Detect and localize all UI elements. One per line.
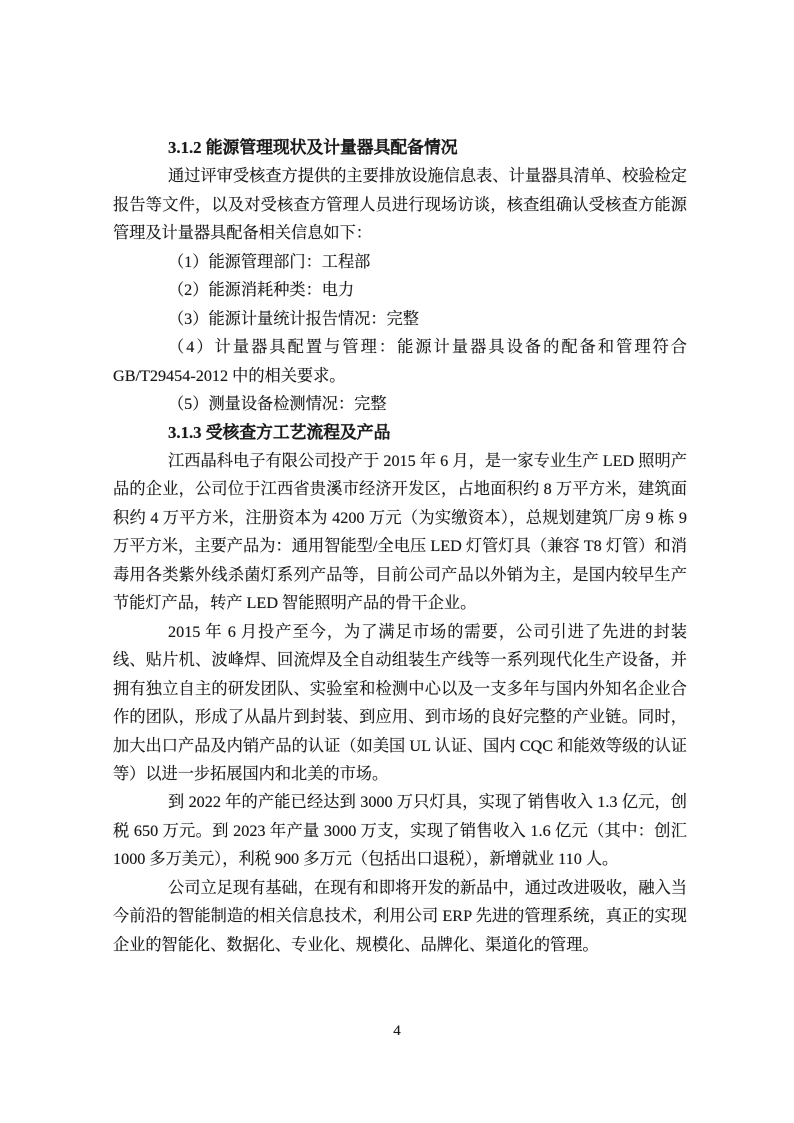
list-item-energy-dept: （1）能源管理部门：工程部 [168,252,371,271]
section-heading-3-1-3: 3.1.3 受核查方工艺流程及产品 [168,422,391,442]
page-number: 4 [393,1023,401,1039]
list-item-measure-inspection: （5）测量设备检测情况：完整 [168,395,387,414]
page-content [113,134,687,959]
paragraph-smart-management: 公司立足现有基础，在现有和即将开发的新品中，通过改进吸收，融入当今前沿的智能制造的相关信息技术，利用公司 ERP 先进的管理系统，真正的实现企业的智能化、数据化、专业化、规模化、品牌化、渠道化的管理。 [113,878,687,954]
list-item-metering-config: （4）计量器具配置与管理：能源计量器具设备的配备和管理符合 GB/T29454-2012 中的相关要求。 [113,338,687,385]
list-item-energy-type: （2）能源消耗种类：电力 [168,281,355,300]
page-footer [0,1022,794,1040]
paragraph-company-intro: 江西晶科电子有限公司投产于 2015 年 6 月，是一家专业生产 LED 照明产品的企业，公司位于江西省贵溪市经济开发区，占地面积约 8 万平方米，建筑面积约 4 万平方米，注册资本为 4200 万元（为实缴资本），总规划建筑厂房 9 栋 9 万平方米，主要产品为：通用智能型/全电压 LED 灯管灯具（兼容 T8 灯管）和消毒用各类紫外线杀菌灯系列产品等，目前公司产品以外销为主，是国内较早生产节能灯产品，转产 LED 智能照明产品的骨干企业。 [113,451,687,613]
paragraph-capacity-revenue: 到 2022 年的产能已经达到 3000 万只灯具，实现了销售收入 1.3 亿元，创税 650 万元。到 2023 年产量 3000 万支，实现了销售收入 1.6 亿元（其中：创汇 1000 多万美元），利税 900 多万元（包括出口退税），新增就业 110 人。 [113,793,687,869]
list-item-metering-report: （3）能源计量统计报告情况：完整 [168,309,419,328]
paragraph-energy-management-overview: 通过评审受核查方提供的主要排放设施信息表、计量器具清单、校验检定报告等文件，以及对受核查方管理人员进行现场访谈，核查组确认受核查方能源管理及计量器具配备相关信息如下： [113,167,687,243]
section-heading-3-1-2: 3.1.2 能源管理现状及计量器具配备情况 [168,138,458,157]
paragraph-production-equipment: 2015 年 6 月投产至今，为了满足市场的需要，公司引进了先进的封装线、贴片机、波峰焊、回流焊及全自动组装生产线等一系列现代化生产设备，并拥有独立自主的研发团队、实验室和检测中心以及一支多年与国内外知名企业合作的团队，形成了从晶片到封装、到应用、到市场的良好完整的产业链。同时，加大出口产品及内销产品的认证（如美国 UL 认证、国内 CQC 和能效等级的认证等）以进一步拓展国内和北美的市场。 [113,622,687,783]
